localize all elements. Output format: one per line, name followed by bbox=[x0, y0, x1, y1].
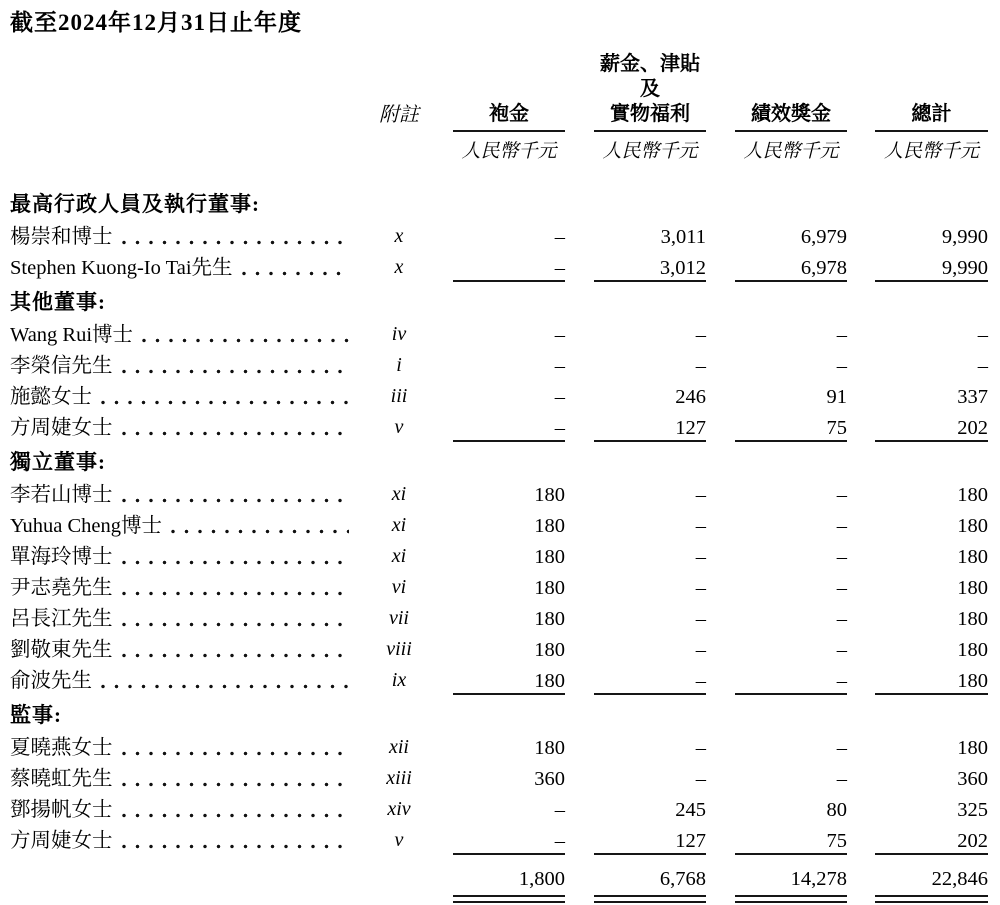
director-name: 尹志堯先生 bbox=[10, 577, 113, 599]
row-value: – bbox=[836, 515, 847, 537]
row-value: 3,011 bbox=[660, 226, 706, 248]
currency-unit-label: 人民幣千元 bbox=[461, 141, 557, 162]
row-note: xi bbox=[391, 483, 407, 505]
row-value: – bbox=[554, 355, 565, 377]
total-row bbox=[10, 858, 988, 891]
column-rule bbox=[594, 280, 706, 282]
currency-unit-label: 人民幣千元 bbox=[883, 141, 979, 162]
row-name-cell bbox=[10, 508, 363, 538]
row-value: – bbox=[695, 484, 706, 506]
row-value: – bbox=[695, 324, 706, 346]
row-value: – bbox=[554, 417, 565, 439]
row-value: 75 bbox=[826, 830, 847, 852]
column-rule bbox=[735, 895, 847, 903]
row-value: – bbox=[554, 386, 565, 408]
row-value: – bbox=[836, 639, 847, 661]
section-heading-row bbox=[10, 285, 988, 316]
director-name: 夏曉燕女士 bbox=[10, 737, 113, 759]
row-value: 180 bbox=[957, 484, 988, 506]
column-rule bbox=[594, 130, 706, 132]
col-header bbox=[594, 52, 706, 130]
table-row bbox=[10, 249, 988, 280]
row-value: – bbox=[554, 324, 565, 346]
leader-dots bbox=[242, 271, 349, 276]
section-heading: 最高行政人員及執行董事: bbox=[10, 192, 260, 216]
column-rule bbox=[594, 693, 706, 695]
row-value: – bbox=[836, 324, 847, 346]
leader-dots bbox=[122, 813, 350, 818]
row-value: 246 bbox=[675, 386, 706, 408]
row-value: 360 bbox=[957, 768, 988, 790]
currency-unit-label: 人民幣千元 bbox=[743, 141, 839, 162]
column-rule bbox=[453, 895, 565, 903]
column-rule bbox=[594, 440, 706, 442]
director-name: 鄧揚帆女士 bbox=[10, 799, 113, 821]
leader-dots bbox=[122, 844, 350, 849]
row-value: 180 bbox=[957, 737, 988, 759]
row-value: 180 bbox=[534, 639, 565, 661]
column-rule bbox=[735, 280, 847, 282]
row-note: x bbox=[394, 225, 404, 247]
row-value: – bbox=[836, 577, 847, 599]
row-value: 245 bbox=[675, 799, 706, 821]
column-rule bbox=[453, 693, 565, 695]
row-note: viii bbox=[386, 638, 412, 660]
row-value: – bbox=[695, 515, 706, 537]
table-row bbox=[10, 569, 988, 600]
table-row bbox=[10, 600, 988, 631]
director-name: Stephen Kuong-Io Tai先生 bbox=[10, 257, 233, 279]
table-row bbox=[10, 631, 988, 662]
total-value: 22,846 bbox=[931, 868, 988, 890]
table-row bbox=[10, 409, 988, 440]
column-rule bbox=[453, 280, 565, 282]
row-note: xiv bbox=[387, 798, 411, 820]
row-note: xiii bbox=[386, 767, 412, 789]
leader-dots bbox=[122, 369, 350, 374]
row-value: – bbox=[836, 355, 847, 377]
column-rule bbox=[735, 440, 847, 442]
table-row bbox=[10, 822, 988, 853]
double-rule-row bbox=[10, 895, 988, 905]
table-row bbox=[10, 316, 988, 347]
table-row bbox=[10, 218, 988, 249]
director-name: 單海玲博士 bbox=[10, 546, 113, 568]
row-value: 180 bbox=[534, 608, 565, 630]
table-row bbox=[10, 476, 988, 507]
leader-dots bbox=[122, 240, 350, 245]
row-note: ix bbox=[391, 669, 407, 691]
row-name-cell bbox=[10, 477, 363, 507]
row-name-cell bbox=[10, 632, 363, 662]
row-value: 180 bbox=[534, 546, 565, 568]
row-name-cell bbox=[10, 761, 363, 791]
row-value: – bbox=[695, 639, 706, 661]
remuneration-table bbox=[10, 52, 988, 905]
row-name-cell bbox=[10, 348, 363, 378]
row-value: 325 bbox=[957, 799, 988, 821]
col-header bbox=[453, 102, 565, 130]
column-rule bbox=[453, 130, 565, 132]
column-rule bbox=[875, 853, 988, 855]
column-rule bbox=[875, 440, 988, 442]
row-note: v bbox=[394, 829, 404, 851]
row-value: – bbox=[977, 324, 988, 346]
leader-dots bbox=[122, 782, 350, 787]
column-rule bbox=[453, 440, 565, 442]
row-value: 180 bbox=[534, 515, 565, 537]
table-row bbox=[10, 507, 988, 538]
row-value: 75 bbox=[826, 417, 847, 439]
row-value: – bbox=[977, 355, 988, 377]
row-value: 180 bbox=[957, 515, 988, 537]
director-name: 劉敬東先生 bbox=[10, 639, 113, 661]
row-value: 80 bbox=[826, 799, 847, 821]
leader-dots bbox=[122, 653, 350, 658]
column-rule bbox=[453, 853, 565, 855]
leader-dots bbox=[122, 622, 350, 627]
row-value: 9,990 bbox=[941, 257, 988, 279]
table-row bbox=[10, 538, 988, 569]
col-header bbox=[735, 102, 847, 130]
director-name: 俞波先生 bbox=[10, 670, 92, 692]
column-rule bbox=[875, 693, 988, 695]
table-row bbox=[10, 791, 988, 822]
row-name-cell bbox=[10, 730, 363, 760]
row-note: xii bbox=[389, 736, 409, 758]
row-value: 180 bbox=[957, 670, 988, 692]
leader-dots bbox=[122, 498, 350, 503]
section-heading: 其他董事: bbox=[10, 290, 106, 314]
row-value: – bbox=[836, 608, 847, 630]
leader-dots bbox=[101, 684, 349, 689]
column-rule bbox=[594, 853, 706, 855]
row-value: 337 bbox=[957, 386, 988, 408]
row-value: 180 bbox=[957, 608, 988, 630]
director-name: 楊崇和博士 bbox=[10, 226, 113, 248]
row-value: 127 bbox=[675, 417, 706, 439]
table-row bbox=[10, 347, 988, 378]
leader-dots bbox=[142, 338, 349, 343]
row-value: 180 bbox=[534, 484, 565, 506]
row-value: 180 bbox=[534, 737, 565, 759]
col-header-line: 袍金 bbox=[489, 103, 529, 125]
row-name-cell bbox=[10, 601, 363, 631]
row-value: 127 bbox=[675, 830, 706, 852]
row-note: i bbox=[396, 354, 402, 376]
row-value: – bbox=[554, 799, 565, 821]
director-name: Wang Rui博士 bbox=[10, 324, 134, 346]
row-value: – bbox=[836, 670, 847, 692]
row-name-cell bbox=[10, 317, 363, 347]
total-value: 1,800 bbox=[518, 868, 565, 890]
row-note: vi bbox=[391, 576, 407, 598]
row-value: – bbox=[836, 546, 847, 568]
director-name: 方周婕女士 bbox=[10, 417, 113, 439]
row-value: 180 bbox=[534, 577, 565, 599]
row-name-cell bbox=[10, 823, 363, 853]
row-note: xi bbox=[391, 545, 407, 567]
row-note: iv bbox=[391, 323, 407, 345]
row-value: 6,978 bbox=[800, 257, 847, 279]
row-value: – bbox=[554, 226, 565, 248]
col-header-line: 績效獎金 bbox=[751, 103, 831, 125]
total-value: 6,768 bbox=[659, 868, 706, 890]
director-name: 李榮信先生 bbox=[10, 355, 113, 377]
unit-row bbox=[10, 135, 988, 165]
table-row bbox=[10, 760, 988, 791]
col-header-note: 附註 bbox=[379, 104, 419, 126]
table-header-row bbox=[10, 52, 988, 130]
director-name: 呂長江先生 bbox=[10, 608, 113, 630]
director-name: 施懿女士 bbox=[10, 386, 92, 408]
row-name-cell bbox=[10, 570, 363, 600]
section-heading-row bbox=[10, 187, 988, 218]
row-value: 6,979 bbox=[800, 226, 847, 248]
row-value: 180 bbox=[534, 670, 565, 692]
total-value: 14,278 bbox=[790, 868, 847, 890]
leader-dots bbox=[122, 431, 350, 436]
leader-dots bbox=[171, 529, 349, 534]
page-title: 截至2024年12月31日止年度 bbox=[10, 10, 302, 35]
leader-dots bbox=[122, 751, 350, 756]
col-header-line: 薪金、津貼及 bbox=[600, 53, 700, 100]
row-value: 3,012 bbox=[659, 257, 706, 279]
director-name: 蔡曉虹先生 bbox=[10, 768, 113, 790]
row-value: – bbox=[695, 737, 706, 759]
column-rule bbox=[735, 853, 847, 855]
row-value: – bbox=[836, 768, 847, 790]
section-heading: 監事: bbox=[10, 703, 62, 727]
row-name-cell bbox=[10, 250, 363, 280]
row-value: – bbox=[836, 737, 847, 759]
row-note: iii bbox=[390, 385, 408, 407]
column-rule bbox=[875, 895, 988, 903]
row-value: 202 bbox=[957, 830, 988, 852]
col-header-line: 實物福利 bbox=[610, 103, 690, 125]
row-value: 180 bbox=[957, 577, 988, 599]
row-name-cell bbox=[10, 539, 363, 569]
column-rule bbox=[735, 130, 847, 132]
row-name-cell bbox=[10, 410, 363, 440]
row-value: 360 bbox=[534, 768, 565, 790]
column-rule bbox=[875, 130, 988, 132]
currency-unit-label: 人民幣千元 bbox=[602, 141, 698, 162]
row-name-cell bbox=[10, 219, 363, 249]
row-value: – bbox=[695, 577, 706, 599]
row-value: – bbox=[554, 257, 565, 279]
section-heading-row bbox=[10, 698, 988, 729]
row-value: 91 bbox=[826, 386, 847, 408]
row-value: – bbox=[695, 546, 706, 568]
director-name: 方周婕女士 bbox=[10, 830, 113, 852]
leader-dots bbox=[101, 400, 349, 405]
leader-dots bbox=[122, 591, 350, 596]
table-row bbox=[10, 662, 988, 693]
row-name-cell bbox=[10, 663, 363, 693]
row-value: 180 bbox=[957, 546, 988, 568]
row-value: – bbox=[554, 830, 565, 852]
section-heading-row bbox=[10, 445, 988, 476]
section-heading: 獨立董事: bbox=[10, 450, 106, 474]
row-value: 202 bbox=[957, 417, 988, 439]
row-note: v bbox=[394, 416, 404, 438]
leader-dots bbox=[122, 560, 350, 565]
row-name-cell bbox=[10, 379, 363, 409]
row-name-cell bbox=[10, 792, 363, 822]
row-value: – bbox=[695, 670, 706, 692]
director-name: Yuhua Cheng博士 bbox=[10, 515, 163, 537]
director-name: 李若山博士 bbox=[10, 484, 113, 506]
table-row bbox=[10, 378, 988, 409]
column-rule bbox=[594, 895, 706, 903]
row-value: 9,990 bbox=[941, 226, 988, 248]
row-value: – bbox=[695, 768, 706, 790]
table-row bbox=[10, 729, 988, 760]
column-rule bbox=[735, 693, 847, 695]
row-note: x bbox=[394, 256, 404, 278]
row-value: – bbox=[695, 608, 706, 630]
row-value: – bbox=[695, 355, 706, 377]
row-note: vii bbox=[389, 607, 409, 629]
row-value: 180 bbox=[957, 639, 988, 661]
column-rule bbox=[875, 280, 988, 282]
row-note: xi bbox=[391, 514, 407, 536]
col-header bbox=[875, 102, 988, 130]
row-value: – bbox=[836, 484, 847, 506]
col-header-line: 總計 bbox=[911, 103, 952, 125]
